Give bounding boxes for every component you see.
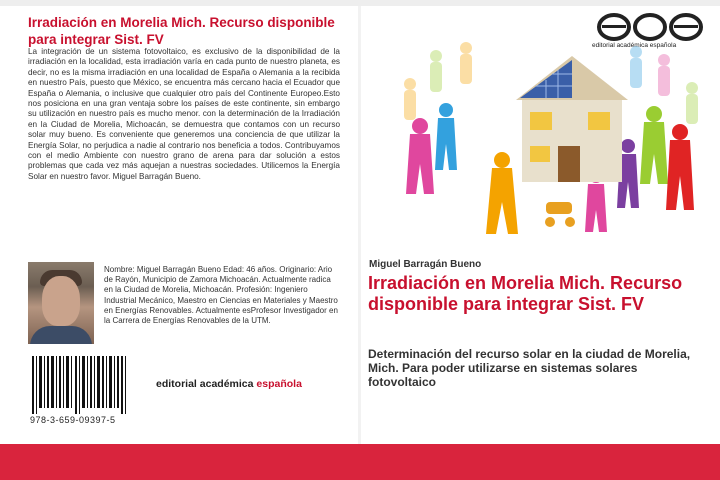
publisher-main-text: editorial académica — [156, 378, 257, 390]
barcode-icon — [30, 356, 130, 414]
back-cover-summary: La integración de un sistema fotovoltaico, es exclusivo de la disponibilidad de la irradiación en la localidad, esta irradiación varía en cada punto de nuestro planeta, es decir, no es la misma irradiación en una localidad de España o Alemania a la recibida en nuestro País, puesto que México, se encuentra más cercano hacia el Ecuador que España o Alemania, o inclusive que cualquier otro país del Continente Europeo.Esto nos posiciona en una gran ventaja sobre los países de este continente, sin embargo su utilización en nuestro país es mucho menor. con la determinación de la Irradiación en la Ciudad de Morelia, Michoacán, se demuestra que contamos con un recurso solar muy bueno. Es conveniente que generemos una conciencia de que utilizar la Energía Solar, no perjudica a nadie al contrario nos beneficia a todos. Contribuyamos con el medio Ambiente con nuestro grano de arena para dar solución a estos problemas que cada vez más aquejan a nuestras sociedades. Utilicemos la Energía Solar en nuestro favor. Miguel Barragán Bueno. — [28, 47, 340, 181]
solar-house-people-icon — [396, 34, 706, 248]
author-bio: Nombre: Miguel Barragán Bueno Edad: 46 años. Originario: Ario de Rayón, Municipio de Zamora Michoacán. Actualmente radica en la Ciudad de Morelia, Michoacán. Profesión: Ingeniero Industrial Mecánico, Maestro en Ciencias en Materiales y Maestro en Energías Renovables. Actualmente esProfesor Investigador en la Carrera de Energías Renovables de la UTM. — [104, 265, 338, 326]
front-author-name: Miguel Barragán Bueno — [369, 259, 482, 270]
book-spine — [358, 6, 361, 444]
publisher-accent-text: española — [256, 378, 302, 390]
author-photo-icon — [28, 262, 94, 344]
front-cover-title: Irradiación en Morelia Mich. Recurso disponible para integrar Sist. FV — [368, 273, 683, 314]
logo-caption: editorial académica española — [592, 42, 677, 49]
front-cover-subtitle: Determinación del recurso solar en la ciudad de Morelia, Mich. Para poder utilizarse en sistemas solares fotovoltaico — [368, 347, 691, 389]
bottom-frame-bar — [0, 444, 720, 480]
back-publisher-name — [156, 378, 302, 390]
back-cover-title: Irradiación en Morelia Mich. Recurso disponible para integrar Sist. FV — [28, 15, 335, 47]
isbn-number: 978-3-659-09397-5 — [30, 415, 116, 425]
